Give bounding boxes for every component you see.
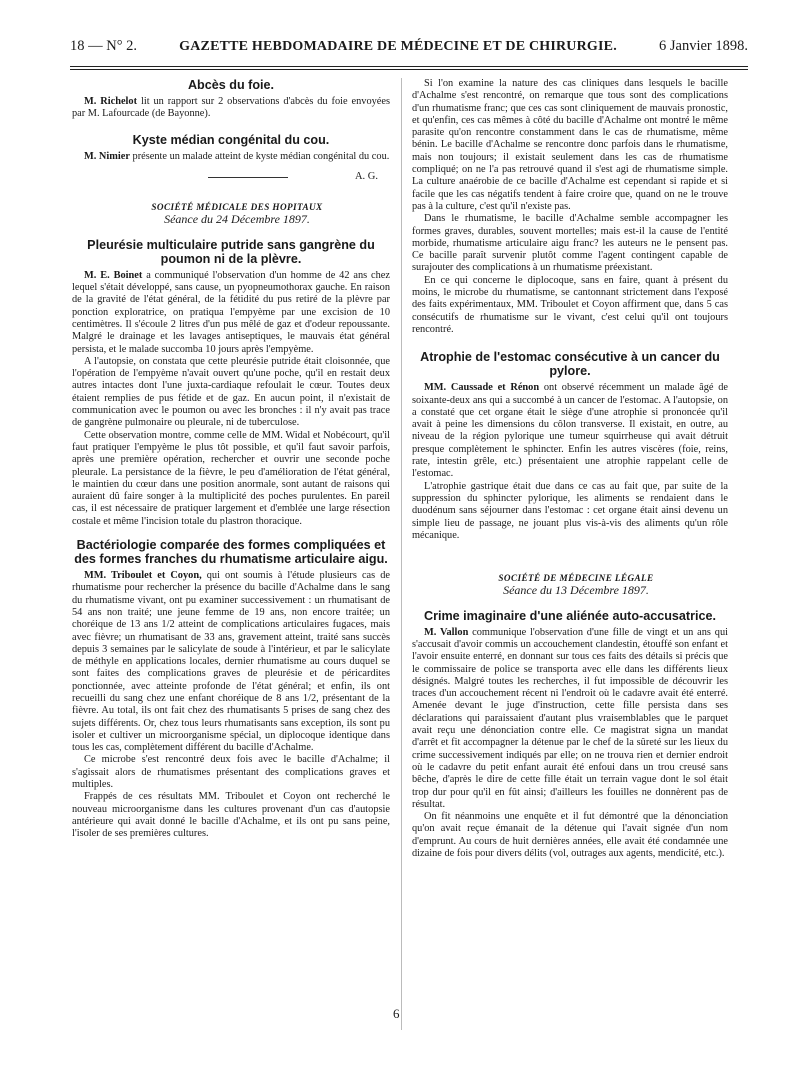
article-crime [412, 609, 728, 861]
paragraph-text: communique l'observation d'une fille de vingt et un ans qui s'accusait d'avoir commis un accouchement clandestin, étouffé son enfant et l'avoir ensuite enterré, en donnant sur tous ces faits des détails si précis que le commissaire de police se transporta avec elle dans les différents lieux désignés. Malgré toutes les recherches, il fut impossible de découvrir les traces d'un accouchement récent ni l'endroit où le cadavre avait été enterré. Amenée devant le juge d'instruction, cette fille persista dans ses déclarations qui paraissaient d'autant plus vraisemblables que le parquet avait reçu une dénonciation contre elle. Ce magistrat signa un mandat d'arrêt et fit accompagner la détenue par le chef de la sûreté sur les lieux du crime successivement indiqués par elle; on ne trouva rien et dernier endroit où le cadavre du petit enfant aurait été enfoui dans un trou creusé sans bêche, d'après le dire de cette fille était un terrain vague dont le sol était trop dur pour qu'il en fût ainsi; d'ailleurs les fouilles ne donnèrent pas de résultat. [412, 626, 728, 810]
article-paragraph: Frappés de ces résultats MM. Triboulet et Coyon ont recherché le nouveau microorganisme dans les cultures provenant d'un cas d'autopsie antérieure qui avait donné le bacille d'Achalme, et ils ont pu sans peine, l'isoler de ses premières cultures. [72, 791, 390, 840]
article-paragraph [72, 570, 390, 754]
society-name: SOCIÉTÉ DE MÉDECINE LÉGALE [498, 573, 654, 584]
right-column [412, 78, 728, 860]
article-title: Crime imaginaire d'une aliénée auto-accusatrice. [423, 608, 717, 623]
article-title: Atrophie de l'estomac consécutive à un cancer du pylore. [420, 350, 720, 379]
header-page-issue: 18 — N° 2. [70, 38, 138, 54]
article-paragraph: L'atrophie gastrique était due dans ce cas au fait que, par suite de la suppression du sphincter pylorique, les aliments se rendaient dans le duodénum sans séjourner dans l'estomac : cet organe était ainsi devenu un simple lieu de passage, ne jouant plus vis-à-vis des aliments qu'un rôle mécanique. [412, 480, 728, 541]
paragraph-text: ont observé récemment un malade âgé de soixante-deux ans qui a succombé à un cancer de l'estomac. A l'autopsie, on a constaté que cet organe était le siège d'une atrophie si prononcée qu'il avait à peine les dimensions du côlon transverse. Il existait, en outre, au niveau de la région pylorique une tumeur squirrheuse qui avait détruit presque complètement le sphincter. Enfin les autres viscères (foie, reins, rate, intestin grêle, etc.) présentaient une atrophie rappelant celle de l'estomac. [412, 382, 728, 480]
article-paragraph: Dans le rhumatisme, le bacille d'Achalme semble accompagner les formes graves, durables, souvent mortelles; mais est-il la cause de l'entité morbide, rhumatisme articulaire aigu franc? les auteurs ne le pensent pas. Ce bacille paraît survenir plutôt comme l'agent contingent capable de surajouter des complications à un rhumatisme préexistant. [412, 213, 728, 274]
author-signature: A. G. [354, 170, 378, 182]
article-paragraph: Ce microbe s'est rencontré deux fois avec le bacille d'Achalme; il s'agissait alors de rhumatismes présentant des complications graves et multiples. [72, 754, 390, 791]
article-paragraph: Si l'on examine la nature des cas cliniques dans lesquels le bacille d'Achalme s'est rencontré, on remarque que tous sont des complications d'un rhumatisme franc; que ces cas sont cliniquement de mauvais pronostic, et qu'enfin, ces cas mêmes à côté du bacille d'Achalme ont montré le même parasite qu'on rencontre constamment dans le cas de rhumatisme, même bénin. Le bacille d'Achalme se rencontre donc parfois dans le rhumatisme, mais non toujours; il existait seulement dans les cas de rhumatisme compliqué; on ne l'a pas retrouvé quand il s'est agi de rhumatisme simple. La culture anaérobie de ce bacille d'Achalme est cependant si rapide et si facile que les cas négatifs tendent à faire croire que, quand on ne le trouve pas à la culture, c'est qu'il n'existe pas. [412, 78, 728, 212]
paragraph-text: a communiqué l'observation d'un homme de 42 ans chez lequel s'était développé, sans cause, un pyopneumothorax gauche. En raison de la gravité de l'état général, de la fétidité du pus retiré de la plèvre par ponction exploratrice, on pratiqua l'empyème par une excision de 10 centimètres. Il s'écoule 2 litres d'un pus mêlé de gaz et d'odeur repoussante. Malgré le drainage et les lavages antiseptiques, le mauvais état général persista, et le malade succomba 10 jours après l'empyème. [72, 269, 390, 355]
header-date: 6 Janvier 1898. [659, 38, 748, 54]
article-paragraph: On fit néanmoins une enquête et il fut démontré que la dénonciation qu'on avait reçue émanait de la détenue qui l'avait signée d'un nom d'emprunt. Au cours de huit dernières années, elle avait été condamnée une dizaine de fois pour divers délits (vol, outrages aux agents, mendicité, etc.). [412, 811, 728, 860]
header-rule-top [70, 66, 748, 67]
paragraph-text: qui ont soumis à l'étude plusieurs cas de rhumatisme pour rechercher la présence du bacille d'Achalme dans le sang du rhumatisme vivant, ont pu examiner successivement : un rhumatisant de 54 ans non traité; une jeune femme de 19 ans, non encore traitée; un choréique de 13 ans 1/2 atteint de complications articulaires fugaces, mais avec fièvre; un rhumatisant de 33 ans, gravement atteint, traité sans succès depuis 3 semaines par le salicylate de soude à l'intérieur, et par le salicylate de méthyle en applications locales, dernier rhumatisme au cours duquel se sont faites des complications graves de pleurésie et de péricardites ponctionnée, avec atteinte profonde de l'état général; et enfin, ils ont recueilli du sang chez une enfant choréique de 8 ans 1/2, présentant de la fièvre. Au total, ils ont fait chez des rhumatisants 5 prises de sang chez des sujets différents. Or, chez tous leurs rhumatisants sans exception, ils sont pu isoler et cultiver un microorganisme spécial, un diplocoque identique dans tous les cas, complètement différent du bacille d'Achalme. [72, 570, 390, 754]
paragraph-text: présente un malade atteint de kyste médian congénital du cou. [132, 150, 390, 162]
session-date: Séance du 24 Décembre 1897. [164, 212, 310, 227]
article-paragraph [412, 627, 728, 811]
speaker-name: M. Richelot [84, 96, 138, 107]
society-block [412, 572, 728, 597]
article-bacteriologie [72, 538, 390, 841]
article-paragraph: Cette observation montre, comme celle de MM. Widal et Nobécourt, qu'il faut pratiquer l'empyème le plus tôt possible, et qu'il faut savoir parfois, après une première opération, rechercher et ouvrir une seconde poche pleurale. La persistance de la fièvre, le peu d'amélioration de l'état général, le maintien du cœur dans une position anormale, sont autant de raisons qui auraient dû faire songer à la multiplicité des poches purulentes. En pareil cas, il est nécessaire de pratiquer largement et d'emblée une large résection costale et même l'incision totale du plastron thoracique. [72, 429, 390, 527]
article-kyste [72, 133, 390, 184]
article-paragraph [72, 96, 390, 121]
article-paragraph: En ce qui concerne le diplocoque, sans en faire, quant à présent du moins, le microbe du rhumatisme, se cantonnant strictement dans l'exposé des faits expérimentaux, MM. Triboulet et Coyon affirment que, dans 5 cas consécutifs de rhumatisme sur le vivant, c'est celui qu'il ont toujours rencontré. [412, 274, 728, 335]
article-title: Abcès du foie. [187, 78, 275, 92]
speaker-name: MM. Caussade et Rénon [424, 382, 540, 394]
article-title: Pleurésie multiculaire putride sans gangrène du poumon ni de la plèvre. [87, 237, 375, 266]
session-date: Séance du 13 Décembre 1897. [503, 583, 649, 598]
article-atrophie [412, 350, 728, 542]
article-title: Kyste médian congénital du cou. [132, 132, 330, 147]
society-block [72, 201, 390, 226]
article-pleuresie [72, 238, 390, 528]
paragraph-text: lit un rapport sur 2 observations d'abcès du foie envoyées par M. Lafourcade (de Bayonne). [72, 96, 390, 120]
left-column [72, 78, 390, 841]
signature-line [72, 171, 390, 183]
divider-rule [208, 177, 288, 178]
article-paragraph [72, 151, 390, 163]
article-abces [72, 78, 390, 121]
speaker-name: MM. Triboulet et Coyon, [84, 570, 202, 582]
header-journal-title: GAZETTE HEBDOMADAIRE DE MÉDECINE ET DE CHIRURGIE. [179, 39, 617, 54]
speaker-name: M. Nimier [84, 150, 130, 162]
running-header [70, 38, 748, 60]
header-rule-bottom [70, 69, 748, 70]
society-name: SOCIÉTÉ MÉDICALE DES HOPITAUX [151, 202, 323, 213]
article-continuation [412, 78, 728, 336]
article-paragraph: A l'autopsie, on constata que cette pleurésie putride était cloisonnée, que l'opération de l'empyème n'avait ouvert qu'une poche, qu'il en restait deux autres intactes dont l'une juxta-cardiaque refoulait le cœur. Toutes deux étaient remplies de pus fétide et de gaz. En aucun point, il n'existait de communication avec le poumon ou avec les bronches : il n'y avait pas trace de gangrène pulmonaire ou pleurale, ni de tuberculose. [72, 355, 390, 429]
speaker-name: M. Vallon [424, 626, 469, 638]
article-paragraph [72, 270, 390, 356]
page-number: 6 [393, 1006, 400, 1021]
article-title: Bactériologie comparée des formes compliquées et des formes franches du rhumatisme articulaire aigu. [74, 538, 388, 567]
column-separator [401, 78, 402, 1030]
article-paragraph [412, 382, 728, 480]
speaker-name: M. E. Boinet [84, 269, 143, 281]
